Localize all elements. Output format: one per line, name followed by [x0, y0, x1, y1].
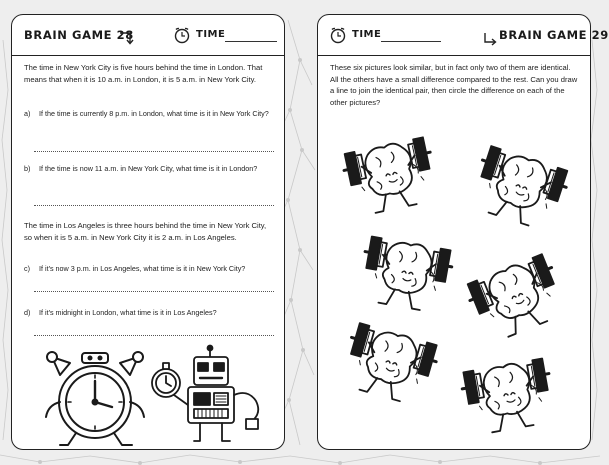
alarm-clock-character — [40, 347, 150, 449]
brain-lifters-puzzle — [318, 125, 590, 449]
brain-lifting-barbell — [357, 236, 455, 315]
robot-with-stopwatch — [144, 345, 278, 449]
question-text: If the time is now 11 a.m. in New York City, what time is it in London? — [39, 164, 258, 173]
arrow-right-down-icon — [119, 31, 133, 45]
brain-lifting-barbell — [459, 358, 557, 437]
puzzle-instructions: These six pictures look similar, but in fact only two of them are identical. All the others have a small difference compared to the rest. Can you draw a line to join the identical pair, then circle the difference on each of the other pictures? — [330, 63, 578, 107]
page-header — [12, 15, 284, 56]
alarm-clock-icon — [328, 26, 348, 44]
intro-london-nyc: The time in New York City is five hours behind the time in London. That means that when it is 10 a.m. in London, it is 5 a.m. in New York City. — [24, 63, 263, 84]
question-text: If it's midnight in London, what time is it in Los Angeles? — [39, 308, 217, 317]
answer-line-c[interactable] — [34, 291, 274, 292]
brain-game-28-page — [11, 14, 285, 450]
brain-lifting-barbell — [341, 136, 440, 217]
answer-line-b[interactable] — [34, 205, 274, 206]
intro-nyc-la: The time in Los Angeles is three hours behind the time in New York City, so when it is 5 a.m. in New York City it is 2 a.m. in Los Angeles. — [24, 221, 267, 242]
question-label: a) — [24, 109, 31, 118]
answer-line-a[interactable] — [34, 151, 274, 152]
time-label: TIME — [352, 29, 382, 40]
game-title: BRAIN GAME 29 — [499, 28, 609, 42]
question-text: If it's now 3 p.m. in Los Angeles, what time is it in New York City? — [39, 264, 246, 273]
brain-game-29-page — [317, 14, 609, 450]
time-answer-line[interactable] — [225, 41, 277, 42]
question-label: c) — [24, 264, 30, 273]
alarm-clock-icon — [172, 26, 192, 44]
question-label: d) — [24, 308, 31, 317]
brain-lifting-barbell — [468, 145, 572, 233]
page-header — [318, 15, 609, 56]
time-label: TIME — [196, 29, 226, 40]
game-title: BRAIN GAME 28 — [24, 28, 134, 42]
answer-line-d[interactable] — [34, 335, 274, 336]
question-text: If the time is currently 8 p.m. in London, what time is it in New York City? — [39, 109, 269, 118]
arrow-down-right-icon — [482, 31, 496, 45]
brain-lifting-barbell — [464, 252, 570, 345]
brain-lifting-barbell — [338, 322, 440, 408]
time-answer-line[interactable] — [381, 41, 441, 42]
question-label: b) — [24, 164, 31, 173]
